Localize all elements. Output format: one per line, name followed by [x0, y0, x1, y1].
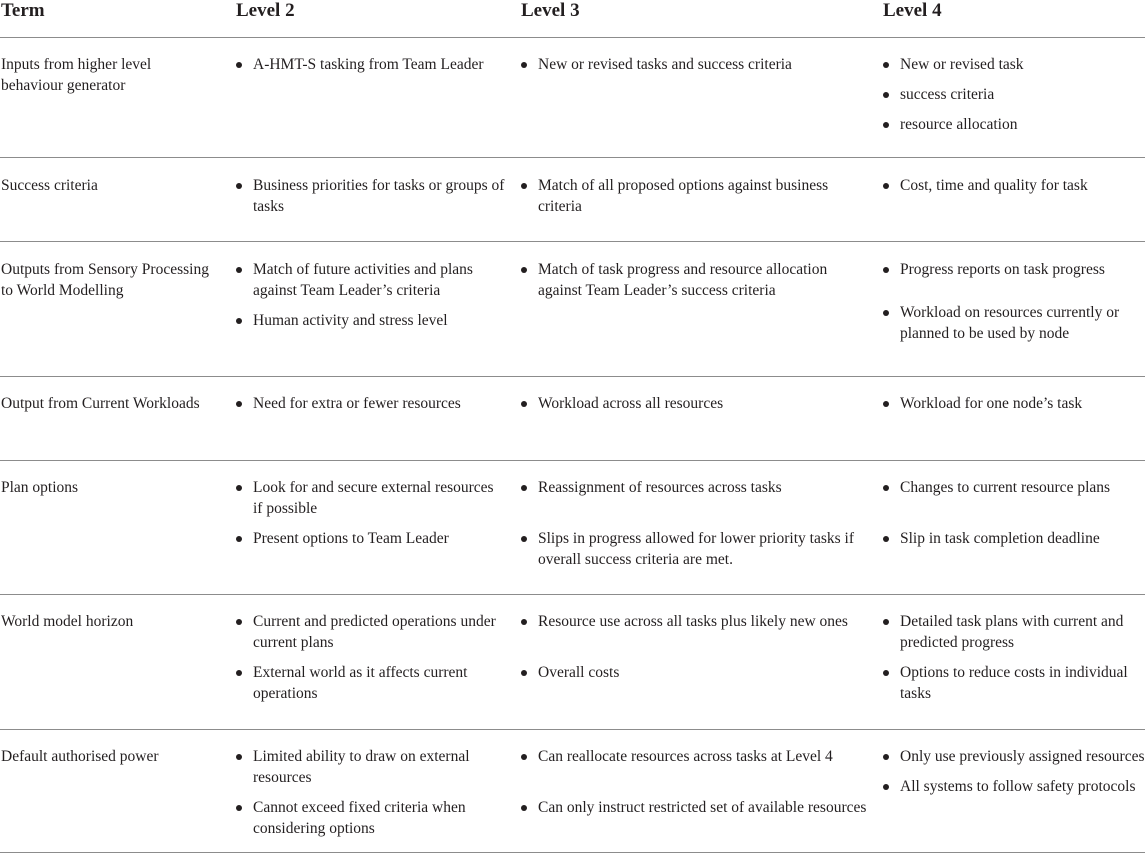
list-item: Can reallocate resources across tasks at Level 4 [521, 746, 871, 767]
row-level-3 [521, 477, 871, 570]
row-term: Outputs from Sensory Processing to World Modelling [1, 261, 209, 299]
table-bottom-rule [0, 852, 1145, 853]
row-level-4 [883, 54, 1145, 135]
list-item: Need for extra or fewer resources [236, 393, 506, 414]
list-item: Changes to current resource plans [883, 477, 1145, 498]
header-level-3: Level 3 [521, 0, 580, 21]
row-divider [0, 594, 1145, 595]
row-level-3 [521, 746, 871, 818]
row-level-3 [521, 611, 871, 683]
row-level-4 [883, 611, 1145, 704]
list-item: Cannot exceed fixed criteria when considering options [236, 797, 506, 839]
list-item: Current and predicted operations under current plans [236, 611, 506, 653]
list-item: Resource use across all tasks plus likely new ones [521, 611, 871, 632]
list-item: Options to reduce costs in individual tasks [883, 662, 1145, 704]
list-item: Slips in progress allowed for lower priority tasks if overall success criteria are met. [521, 528, 871, 570]
header-term: Term [1, 0, 45, 21]
list-item: success criteria [883, 84, 1145, 105]
list-item: External world as it affects current operations [236, 662, 506, 704]
list-item: Can only instruct restricted set of available resources [521, 797, 871, 818]
list-item: Match of future activities and plans against Team Leader’s criteria [236, 259, 506, 301]
list-item: Workload on resources currently or planned to be used by node [883, 302, 1145, 344]
list-item: Present options to Team Leader [236, 528, 506, 549]
list-item: resource allocation [883, 114, 1145, 135]
row-level-3 [521, 54, 871, 75]
list-item: Business priorities for tasks or groups of tasks [236, 175, 506, 217]
row-level-2 [236, 611, 506, 704]
row-term: Default authorised power [1, 748, 159, 765]
header-level-2: Level 2 [236, 0, 295, 21]
row-level-3 [521, 175, 871, 217]
row-term: World model horizon [1, 613, 134, 630]
row-level-4 [883, 477, 1145, 549]
row-term: Plan options [1, 479, 79, 496]
list-item: Overall costs [521, 662, 871, 683]
list-item: Human activity and stress level [236, 310, 506, 331]
row-level-4 [883, 393, 1145, 414]
row-level-2 [236, 259, 506, 331]
row-term: Inputs from higher level behaviour generator [1, 56, 152, 94]
row-level-4 [883, 175, 1145, 196]
list-item: Workload across all resources [521, 393, 871, 414]
row-divider [0, 460, 1145, 461]
list-item: Match of all proposed options against business criteria [521, 175, 871, 217]
list-item: Cost, time and quality for task [883, 175, 1145, 196]
list-item: Progress reports on task progress [883, 259, 1145, 280]
row-level-2 [236, 477, 506, 549]
list-item: Limited ability to draw on external resources [236, 746, 506, 788]
list-item: New or revised tasks and success criteria [521, 54, 871, 75]
list-item: Only use previously assigned resources [883, 746, 1145, 767]
list-item: Workload for one node’s task [883, 393, 1145, 414]
row-level-2 [236, 175, 506, 217]
row-divider [0, 729, 1145, 730]
row-level-2 [236, 746, 506, 839]
header-level-4: Level 4 [883, 0, 942, 21]
list-item: Match of task progress and resource allocation against Team Leader’s success criteria [521, 259, 871, 301]
row-level-2 [236, 393, 506, 414]
row-divider [0, 376, 1145, 377]
row-level-4 [883, 259, 1145, 344]
row-level-3 [521, 259, 871, 301]
list-item: A-HMT-S tasking from Team Leader [236, 54, 506, 75]
list-item: Look for and secure external resources if possible [236, 477, 506, 519]
row-term: Success criteria [1, 177, 98, 194]
row-level-3 [521, 393, 871, 414]
header-rule [0, 37, 1145, 38]
row-term: Output from Current Workloads [1, 395, 200, 412]
row-level-4 [883, 746, 1145, 797]
list-item: Reassignment of resources across tasks [521, 477, 871, 498]
row-level-2 [236, 54, 506, 75]
row-divider [0, 241, 1145, 242]
list-item: All systems to follow safety protocols [883, 776, 1145, 797]
list-item: Detailed task plans with current and predicted progress [883, 611, 1145, 653]
list-item: Slip in task completion deadline [883, 528, 1145, 549]
row-divider [0, 157, 1145, 158]
list-item: New or revised task [883, 54, 1145, 75]
